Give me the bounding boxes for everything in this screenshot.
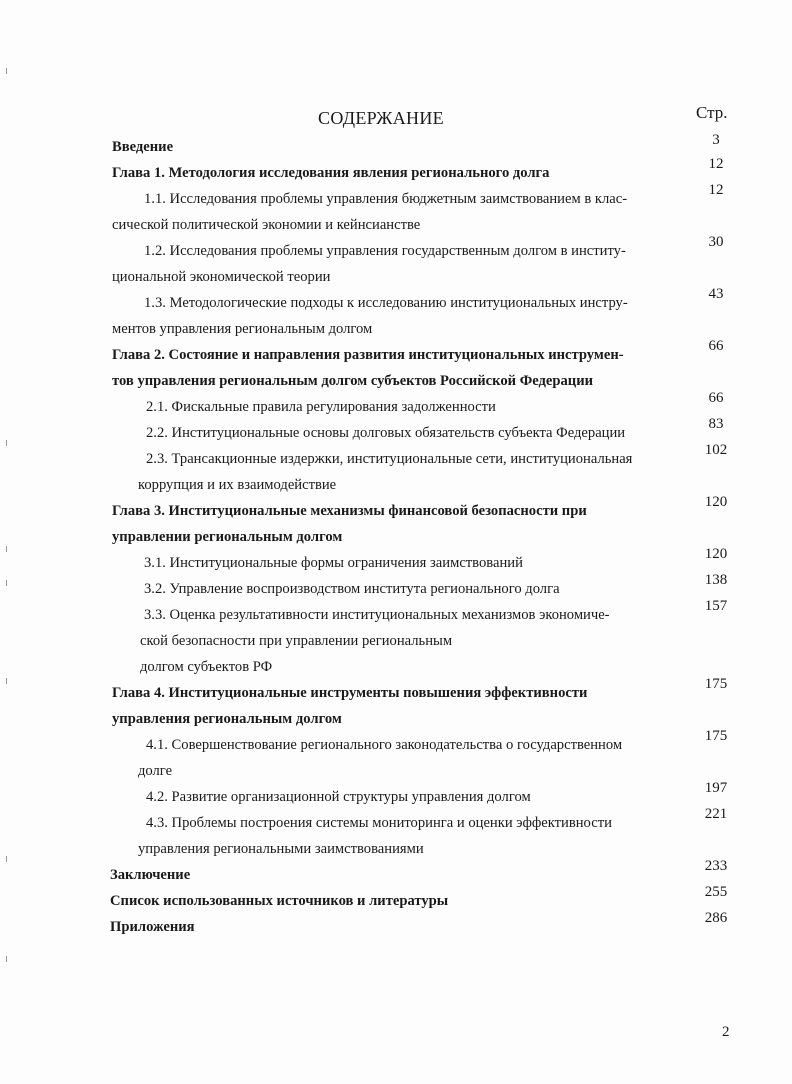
scan-mark [6, 440, 7, 446]
toc-section-3-3-cont: ской безопасности при управлении региональным [140, 633, 453, 649]
toc-chapter-3-cont: управлении региональным долгом [112, 529, 343, 545]
scan-mark [6, 678, 7, 684]
toc-page-3-1: 120 [704, 546, 728, 562]
scan-mark [6, 956, 7, 962]
toc-page-3-3: 157 [704, 598, 728, 614]
toc-appendix: Приложения [110, 919, 195, 935]
toc-chapter-3: Глава 3. Институциональные механизмы финансовой безопасности при [112, 503, 587, 519]
toc-chapter-2-cont: тов управления региональным долгом субъектов Российской Федерации [112, 373, 594, 389]
page-title: СОДЕРЖАНИЕ [318, 108, 444, 128]
toc-page-2-1: 66 [708, 390, 724, 406]
toc-chapter-2: Глава 2. Состояние и направления развития институциональных инструмен- [112, 347, 624, 363]
toc-references: Список использованных источников и литературы [110, 893, 449, 909]
toc-section-1-3: 1.3. Методологические подходы к исследованию институциональных инстру- [144, 295, 628, 311]
toc-page-intro: 3 [712, 132, 720, 148]
toc-page-appendix: 286 [704, 910, 728, 926]
page-number: 2 [722, 1024, 730, 1040]
toc-section-4-1: 4.1. Совершенствование регионального законодательства о государственном [146, 737, 623, 753]
toc-entry-intro: Введение [112, 139, 174, 155]
toc-section-4-1-cont: долге [138, 763, 173, 779]
scan-mark [6, 580, 7, 586]
toc-section-3-3-cont2: долгом субъектов РФ [140, 659, 273, 675]
toc-section-1-2-cont: циональной экономической теории [112, 269, 331, 285]
toc-chapter-4: Глава 4. Институциональные инструменты повышения эффективности [112, 685, 588, 701]
toc-page-2-3: 102 [704, 442, 728, 458]
toc-section-2-2: 2.2. Институциональные основы долговых обязательств субъекта Федерации [146, 425, 626, 441]
toc-page-1-1: 12 [708, 182, 724, 198]
toc-page-4-3: 221 [704, 806, 728, 822]
scan-mark [6, 856, 7, 862]
toc-page-ch4: 175 [704, 676, 728, 692]
scan-mark [6, 68, 7, 74]
toc-section-2-3-cont: коррупция и их взаимодействие [138, 477, 337, 493]
toc-section-2-3: 2.3. Трансакционные издержки, институциональные сети, институциональная [146, 451, 633, 467]
toc-section-1-1-cont: сической политической экономии и кейнсианстве [112, 217, 421, 233]
toc-section-4-2: 4.2. Развитие организационной структуры управления долгом [146, 789, 531, 805]
toc-page-ch1: 12 [708, 156, 724, 172]
toc-chapter-4-cont: управления региональным долгом [112, 711, 342, 727]
toc-section-1-3-cont: ментов управления региональным долгом [112, 321, 373, 337]
toc-page-4-1: 175 [704, 728, 728, 744]
toc-page-conclusion: 233 [704, 858, 728, 874]
toc-page-ch3: 120 [704, 494, 728, 510]
toc-section-3-1: 3.1. Институциональные формы ограничения заимствований [144, 555, 523, 571]
toc-page-3-2: 138 [704, 572, 728, 588]
toc-section-3-2: 3.2. Управление воспроизводством института регионального долга [144, 581, 560, 597]
toc-page-1-2: 30 [708, 234, 724, 250]
scan-mark [6, 546, 7, 552]
toc-section-1-1: 1.1. Исследования проблемы управления бюджетным заимствованием в клас- [144, 191, 628, 207]
toc-page-ch2: 66 [708, 338, 724, 354]
toc-chapter-1: Глава 1. Методология исследования явления регионального долга [112, 165, 550, 181]
toc-conclusion: Заключение [110, 867, 191, 883]
toc-page-4-2: 197 [704, 780, 728, 796]
toc-section-4-3-cont: управления региональными заимствованиями [138, 841, 424, 857]
page-column-label: Стр. [696, 103, 728, 122]
toc-page-2-2: 83 [708, 416, 724, 432]
toc-page-1-3: 43 [708, 286, 724, 302]
toc-section-3-3: 3.3. Оценка результативности институциональных механизмов экономиче- [144, 607, 610, 623]
toc-section-2-1: 2.1. Фискальные правила регулирования задолженности [146, 399, 496, 415]
toc-section-1-2: 1.2. Исследования проблемы управления государственным долгом в институ- [144, 243, 626, 259]
toc-page-references: 255 [704, 884, 728, 900]
toc-section-4-3: 4.3. Проблемы построения системы мониторинга и оценки эффективности [146, 815, 612, 831]
